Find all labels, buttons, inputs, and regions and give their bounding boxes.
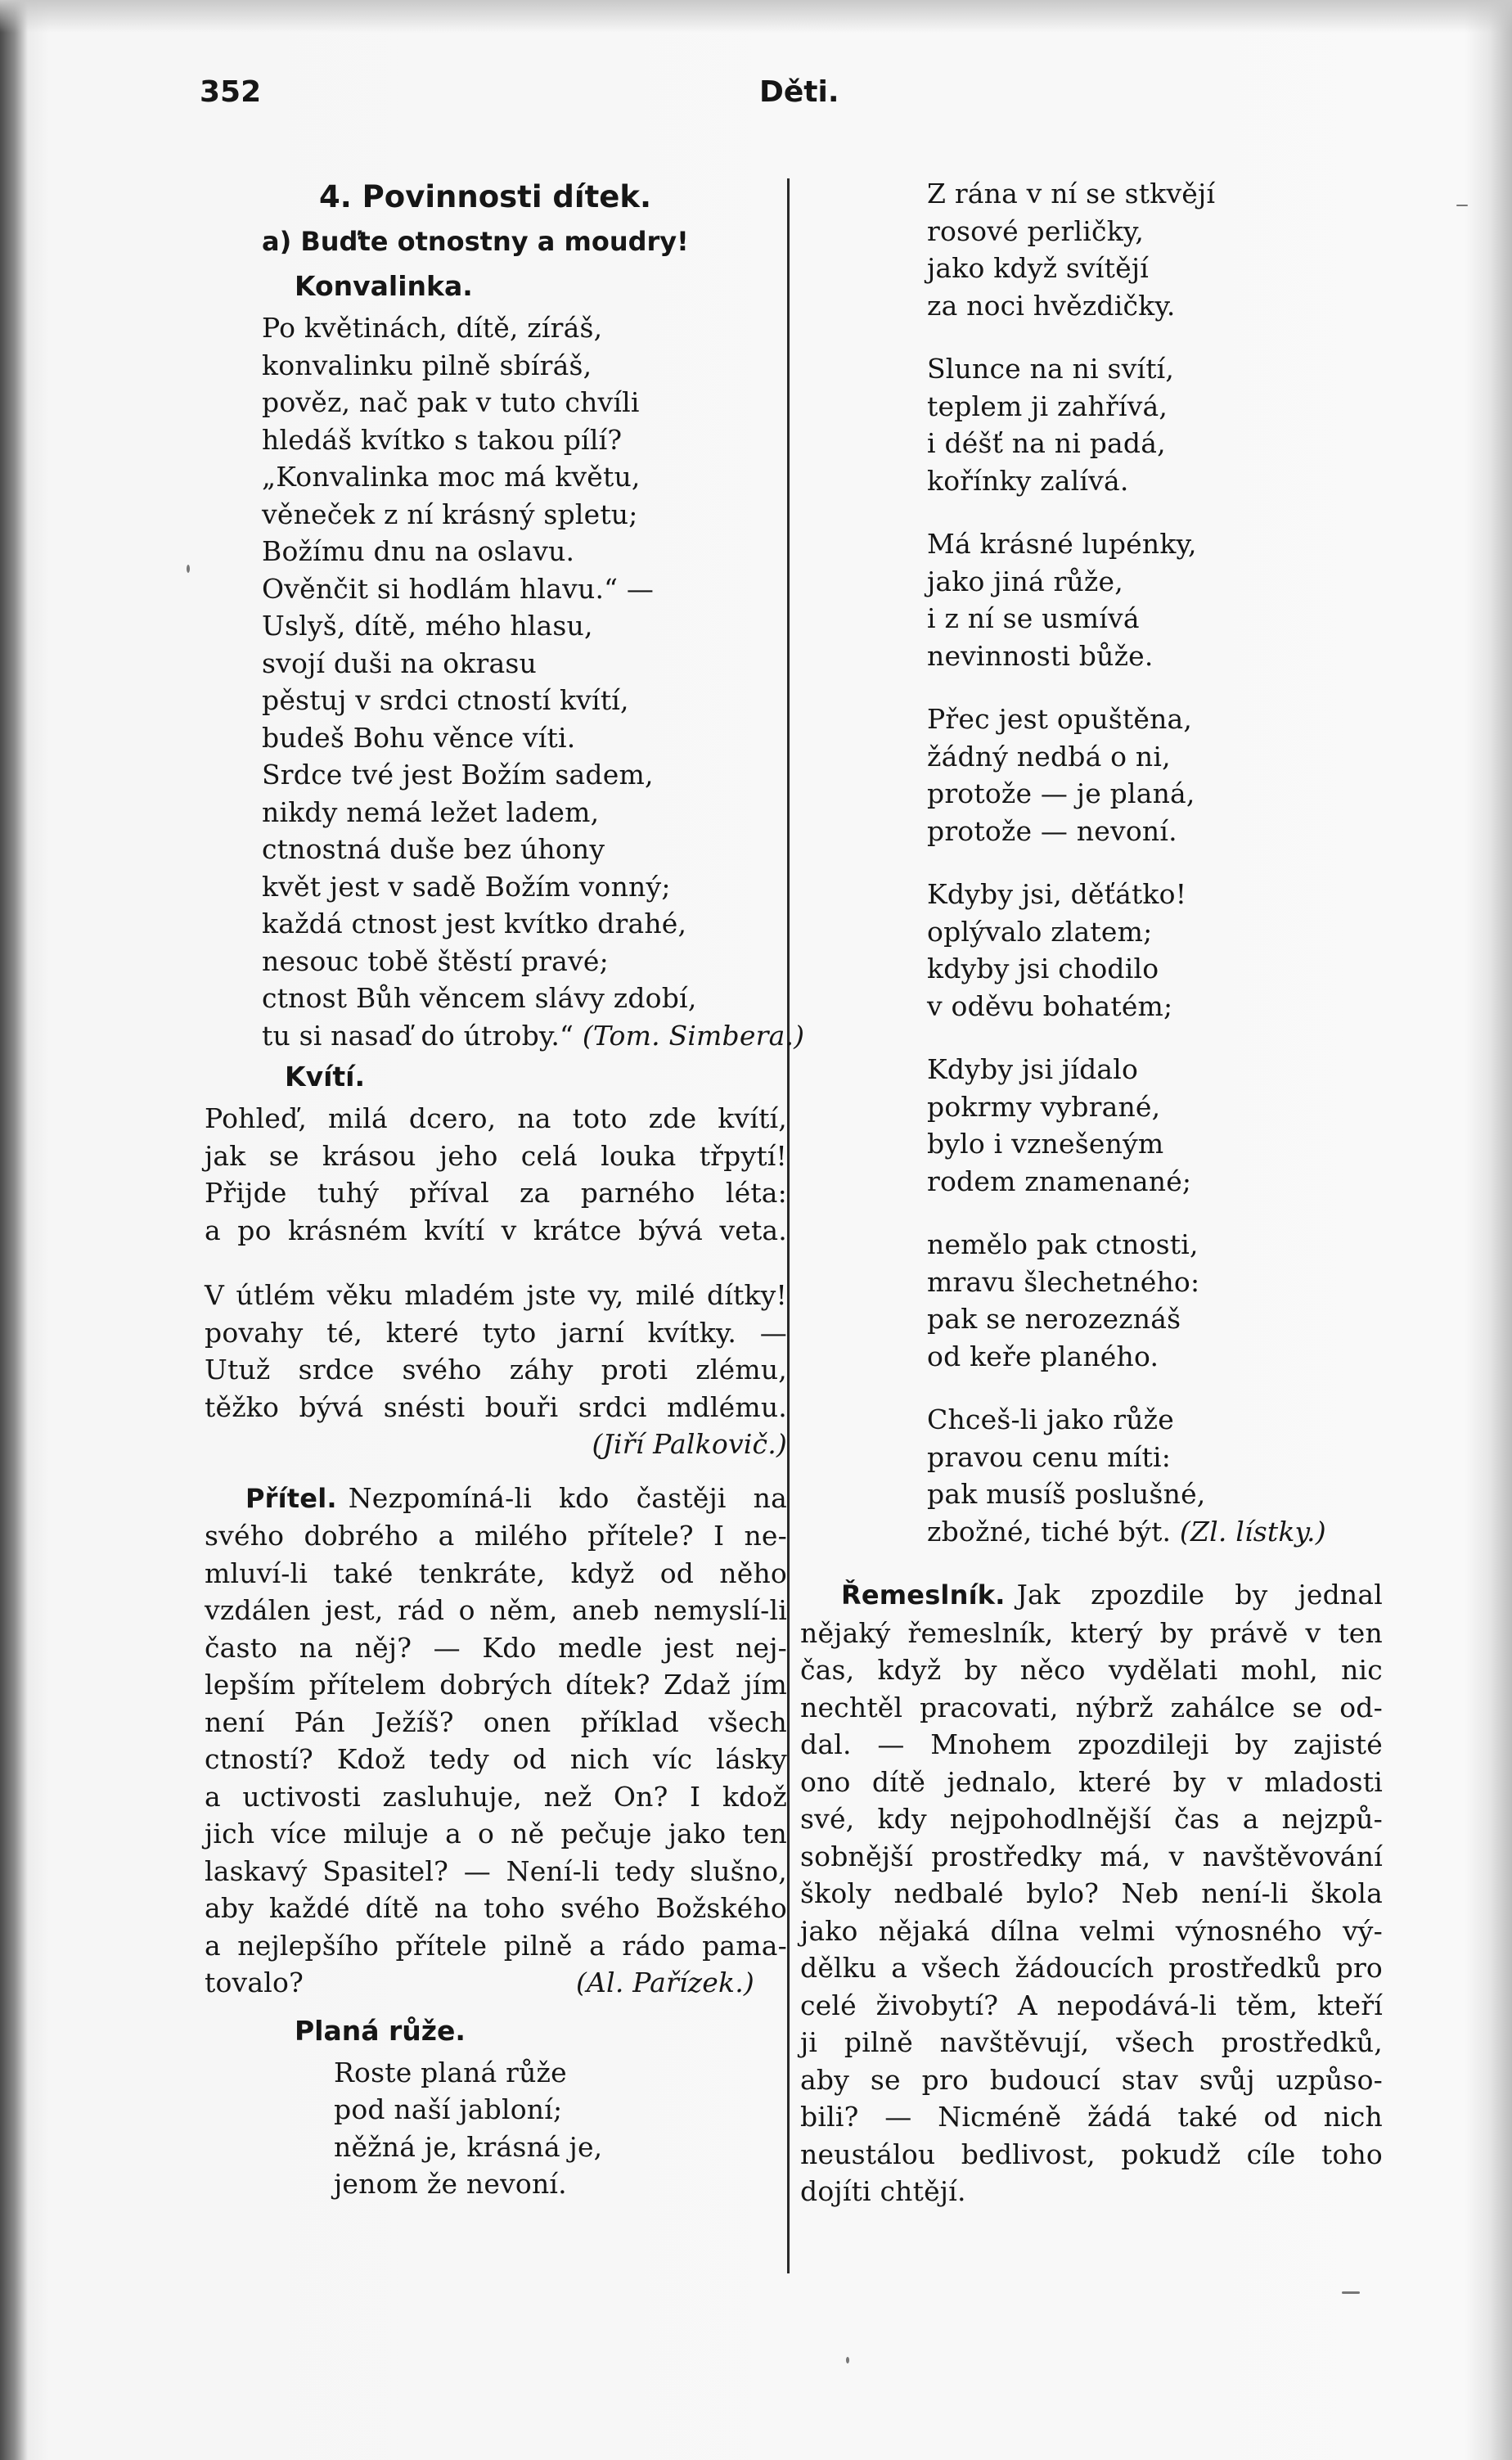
verse-line: pověz, nač pak v tuto chvíli <box>262 386 640 418</box>
verse-line: Kdyby jsi, děťátko! <box>927 878 1187 910</box>
verse-line: pěstuj v srdci ctností kvítí, <box>262 684 629 716</box>
prose-line: vzdálen jest, rád o něm, aneb nemyslí-li <box>205 1594 787 1626</box>
prose-line: aby každé dítě na toho svého Božského <box>205 1892 787 1924</box>
verse-line: věneček z ní krásný spletu; <box>262 498 638 530</box>
prose-line-first <box>800 1576 1383 1615</box>
poem-title-kviti: Kvítí. <box>285 1061 366 1093</box>
verse-line: Má krásné lupénky, <box>927 528 1197 560</box>
attribution-palkovic <box>205 1426 787 1463</box>
poem-plana-ruze-continued <box>800 175 1383 1550</box>
verse-line: mravu šlechetného: <box>927 1265 1200 1298</box>
verse-line: pak musíš poslušné, <box>927 1478 1206 1510</box>
right-column <box>800 175 1383 2210</box>
verse-line: pod naší jabloní; <box>334 2093 563 2125</box>
stanza <box>800 1226 1383 1375</box>
verse-line: i z ní se usmívá <box>927 602 1140 634</box>
verse-line: nikdy nemá ležet ladem, <box>262 795 600 828</box>
prose-line: dal. — Mnohem zpozdileji by zajisté <box>800 1728 1383 1760</box>
scan-speck <box>1342 2291 1360 2294</box>
spacer <box>800 1550 1383 1576</box>
subsection-title: a) Buďte otnostny a moudry! <box>262 226 689 257</box>
verse-line: jako když svítějí <box>927 252 1150 284</box>
verse-line: pak se nerozeznáš <box>927 1303 1181 1335</box>
verse-line: kdyby jsi chodilo <box>927 953 1159 984</box>
poem-konvalinka <box>205 309 805 1054</box>
prose-line: dělku a všech žádoucích prostředků pro <box>800 1952 1383 1984</box>
prose-line: laskavý Spasitel? — Není-li tedy slušno, <box>205 1854 787 1887</box>
verse-line: oplývalo zlatem; <box>927 915 1153 948</box>
page-edge-shadow <box>0 0 1512 33</box>
attribution-zl-listky: (Zl. lístky.) <box>1179 1515 1326 1548</box>
prose-line: aby se pro budoucí stav svůj uzpůso- <box>800 2063 1383 2096</box>
prose-line-first <box>205 1480 787 1518</box>
stanza <box>800 1051 1383 1200</box>
stanza-gap <box>800 499 1383 525</box>
verse-line-with-attribution <box>800 1513 1383 1551</box>
verse-line: kořínky zalívá. <box>927 464 1129 497</box>
stanza-gap <box>800 674 1383 701</box>
verse-line: budeš Bohu věnce víti. <box>262 721 576 754</box>
prose-line: lepším přítelem dobrých dítek? Zdaž jím <box>205 1669 787 1701</box>
verse-line: nemělo pak ctnosti, <box>927 1228 1199 1260</box>
poem-kviti <box>205 1100 787 1463</box>
stanza-gap <box>800 849 1383 876</box>
poem-plana-ruze <box>205 2054 787 2203</box>
stanza <box>800 175 1383 324</box>
verse-line: jako jiná růže, <box>927 565 1123 597</box>
spacer <box>205 1463 787 1480</box>
attribution-simbera: (Tom. Simbera.) <box>582 1019 805 1052</box>
prose-line: nějaký řemeslník, který by právě v ten <box>800 1616 1383 1649</box>
prose-line: sobnější prostředky má, v navštěvování <box>800 1840 1383 1872</box>
prose-line: nechtěl pracovati, nýbrž zahálce se od- <box>800 1691 1383 1723</box>
stanza <box>800 525 1383 674</box>
poem-title-konvalinka: Konvalinka. <box>295 270 473 302</box>
prose-text: tovalo? <box>205 1967 304 1998</box>
stanza-gap <box>205 1249 787 1277</box>
prose-text: Nezpomíná-li kdo častěji na <box>348 1481 787 1514</box>
prose-line: neustálou bedlivost, pokudž cíle toho <box>800 2138 1383 2170</box>
prose-line: bili? — Nicméně žádá také od nich <box>800 2101 1383 2133</box>
verse-line: jenom že nevoní. <box>334 2168 567 2200</box>
stanza <box>800 1401 1383 1550</box>
section-title: 4. Povinnosti dítek. <box>319 179 652 214</box>
prose-line: školy nedbalé bylo? Neb není-li škola <box>800 1877 1383 1909</box>
verse-line: „Konvalinka moc má květu, <box>262 461 641 493</box>
stanza-gap <box>800 1200 1383 1226</box>
verse-line: ctnost Bůh věncem slávy zdobí, <box>262 982 697 1014</box>
verse-line: v oděvu bohatém; <box>927 989 1173 1022</box>
verse-line: povahy té, které tyto jarní kvítky. — <box>205 1316 787 1349</box>
scan-speck <box>1456 205 1468 206</box>
verse-line: Slunce na ni svítí, <box>927 353 1175 385</box>
verse-line: V útlém věku mladém jste vy, milé dítky! <box>205 1279 787 1311</box>
verse-line: žádný nedbá o ni, <box>927 740 1171 773</box>
prose-line: ono dítě jednalo, které by v mladosti <box>800 1765 1383 1798</box>
verse-line: Z rána v ní se stkvějí <box>927 178 1216 210</box>
scan-speck <box>187 565 190 573</box>
prose-line: a uctivosti zasluhuje, než On? I kdož <box>205 1780 787 1813</box>
verse-line: svojí duši na okrasu <box>262 647 537 679</box>
stanza <box>800 701 1383 849</box>
stanza-gap <box>800 324 1383 350</box>
prose-line: čas, když by něco vydělati mohl, nic <box>800 1654 1383 1686</box>
prose-line-last: dojíti chtějí. <box>800 2175 966 2207</box>
verse-line: nevinnosti bůže. <box>927 639 1154 672</box>
verse-line-with-attribution <box>205 1017 805 1055</box>
column-divider <box>787 178 790 2273</box>
verse-line: rodem znamenané; <box>927 1165 1192 1197</box>
prose-line: své, kdy nejpohodlnější čas a nejzpů- <box>800 1803 1383 1835</box>
verse-line: Chceš-li jako růže <box>927 1403 1175 1435</box>
verse-line: Po květinách, dítě, zíráš, <box>262 312 603 344</box>
prose-line: jich více miluje a o ně pečuje jako ten <box>205 1818 787 1850</box>
verse-line: bylo i vznešeným <box>927 1128 1164 1160</box>
attribution-text: (Jiří Palkovič.) <box>592 1428 787 1460</box>
prose-line-last <box>205 1964 787 2002</box>
verse-line: konvalinku pilně sbíráš, <box>262 349 592 381</box>
verse-line: a po krásném kvítí v krátce bývá veta. <box>205 1214 787 1246</box>
poem-title-plana-ruze: Planá růže. <box>295 2014 466 2047</box>
prose-line: mluví-li také tenkráte, když od něho <box>205 1557 787 1589</box>
verse-line: za noci hvězdičky. <box>927 289 1176 322</box>
verse-line: nesouc tobě štěstí pravé; <box>262 944 609 977</box>
verse-line: Božímu dnu na oslavu. <box>262 535 575 567</box>
prose-title-pritel: Přítel. <box>245 1482 337 1514</box>
stanza <box>800 876 1383 1025</box>
stanza <box>800 350 1383 499</box>
verse-line: Srdce tvé jest Božím sadem, <box>262 759 654 791</box>
prose-remeslnik <box>800 1576 1383 2210</box>
prose-line: svého dobrého a milého přítele? I ne- <box>205 1520 787 1552</box>
prose-line: není Pán Ježíš? onen příklad všech <box>205 1705 787 1738</box>
verse-line: hledáš kvítko s takou pílí? <box>262 423 623 456</box>
prose-line: často na něj? — Kdo medle jest nej- <box>205 1631 787 1664</box>
verse-line: těžko bývá snésti bouři srdci mdlému. <box>205 1390 787 1423</box>
prose-line: celé živobytí? A nepodává-li těm, kteří <box>800 1989 1383 2021</box>
verse-line: každá ctnost jest kvítko drahé, <box>262 908 687 939</box>
verse-line: i déšť na ni padá, <box>927 427 1166 459</box>
verse-line: Uslyš, dítě, mého hlasu, <box>262 610 593 642</box>
prose-line: ctností? Kdož tedy od nich víc lásky <box>205 1743 787 1775</box>
verse-line: protože — nevoní. <box>927 814 1177 847</box>
prose-line: ji pilně navštěvují, všech prostředků, <box>800 2026 1383 2058</box>
stanza-gap <box>800 1025 1383 1051</box>
verse-line: jak se krásou jeho celá louka třpytí! <box>205 1139 787 1172</box>
verse-line: pokrmy vybrané, <box>927 1090 1161 1123</box>
page-number: 352 <box>200 75 262 109</box>
scan-speck <box>846 2357 849 2363</box>
verse-line: od keře planého. <box>927 1340 1159 1372</box>
verse-line: Roste planá růže <box>334 2056 567 2088</box>
verse-line: Pohleď, milá dcero, na toto zde kvítí, <box>205 1102 787 1134</box>
prose-line: jako nějaká dílna velmi výnosného vý- <box>800 1914 1383 1947</box>
verse-line: Přijde tuhý příval za parného léta: <box>205 1177 787 1209</box>
verse-line: teplem ji zahřívá, <box>927 390 1168 422</box>
verse-line: pravou cenu míti: <box>927 1440 1172 1473</box>
running-title: Děti. <box>759 75 839 109</box>
attribution-parizek: (Al. Pařízek.) <box>575 1967 754 1998</box>
verse-line: protože — je planá, <box>927 777 1195 809</box>
verse-line: Přec jest opuštěna, <box>927 703 1193 735</box>
left-column <box>205 175 805 2203</box>
verse-line: Utuž srdce svého záhy proti zlému, <box>205 1354 787 1385</box>
verse-text: tu si nasaď do útroby.“ <box>262 1019 574 1052</box>
verse-line: Kdyby jsi jídalo <box>927 1053 1139 1085</box>
prose-title-remeslnik: Řemeslník. <box>841 1579 1006 1611</box>
verse-line: ctnostná duše bez úhony <box>262 833 605 865</box>
stanza-gap <box>800 1375 1383 1401</box>
verse-line: Ověnčit si hodlám hlavu.“ — <box>262 572 655 605</box>
verse-line: rosové perličky, <box>927 214 1145 247</box>
verse-line: květ jest v sadě Božím vonný; <box>262 870 671 903</box>
verse-text: zbožné, tiché být. <box>927 1515 1172 1548</box>
prose-text: Jak zpozdile by jednal <box>1016 1579 1383 1611</box>
prose-pritel <box>205 1480 787 2002</box>
prose-line: a nejlepšího přítele pilně a rádo pama- <box>205 1929 787 1962</box>
verse-line: něžná je, krásná je, <box>334 2130 603 2163</box>
